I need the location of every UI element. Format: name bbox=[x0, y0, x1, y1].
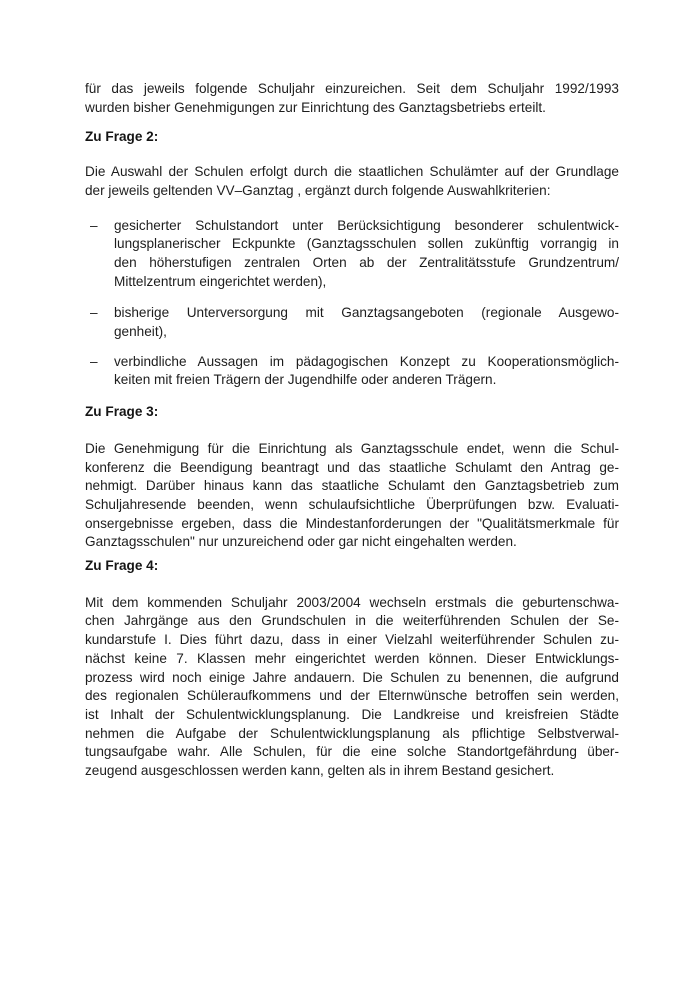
dash-bullet-icon: – bbox=[90, 217, 98, 233]
text-line: ist Inhalt der Schulentwicklungsplanung. Die Landkreise und kreisfreien Städte bbox=[85, 706, 619, 722]
text-line: wurden bisher Genehmigungen zur Einrichtung des Ganztagsbetriebs erteilt. bbox=[85, 99, 546, 115]
list-item-text bbox=[114, 217, 619, 292]
text-line: chen Jahrgänge aus den Grundschulen in die weiterführenden Schulen der Se- bbox=[85, 613, 619, 629]
text-line: bisherige Unterversorgung mit Ganztagsangeboten (regionale Ausgewo- bbox=[114, 305, 619, 321]
paragraph bbox=[85, 594, 619, 781]
text-line: verbindliche Aussagen im pädagogischen Konzept zu Kooperationsmöglich- bbox=[114, 353, 619, 369]
text-line: der jeweils geltenden VV–Ganztag , ergänzt durch folgende Auswahlkriterien: bbox=[85, 182, 551, 198]
text-line: zeugend ausgeschlossen werden kann, gelten als in ihrem Bestand gesichert. bbox=[85, 763, 555, 779]
list-item-text bbox=[114, 353, 619, 390]
text-line: Ganztagsschulen" nur unzureichend oder gar nicht eingehalten werden. bbox=[85, 534, 517, 550]
text-line: den höherstufigen zentralen Orten ab der Zentralitätsstufe Grundzentrum/ bbox=[114, 254, 619, 270]
text-line: Die Genehmigung für die Einrichtung als Ganztagsschule endet, wenn die Schul- bbox=[85, 440, 619, 456]
text-line: kundarstufe I. Dies führt dazu, dass in einer Vielzahl weiterführender Schulen zu- bbox=[85, 632, 619, 648]
paragraph bbox=[85, 163, 619, 200]
section-heading: Zu Frage 4: bbox=[85, 558, 159, 574]
text-line: prozess wird noch einige Jahre andauern. Die Schulen zu benennen, die aufgrund bbox=[85, 669, 619, 685]
list-item-text bbox=[114, 304, 619, 341]
text-line: genheit), bbox=[114, 324, 167, 340]
dash-bullet-icon: – bbox=[90, 353, 98, 369]
text-line: onsergebnisse ergeben, dass die Mindestanforderungen der "Qualitätsmerkmale für bbox=[85, 515, 619, 531]
text-line: konferenz die Beendigung beantragt und das staatliche Schulamt den Antrag ge- bbox=[85, 459, 619, 475]
document-content bbox=[85, 80, 619, 781]
dash-bullet-icon: – bbox=[90, 305, 98, 321]
section-heading: Zu Frage 3: bbox=[85, 404, 159, 420]
text-line: des regionalen Schüleraufkommens und der Elternwünsche betroffen sein werden, bbox=[85, 688, 619, 704]
text-line: Die Auswahl der Schulen erfolgt durch die staatlichen Schulämter auf der Grundlage bbox=[85, 164, 619, 180]
text-line: gesicherter Schulstandort unter Berücksichtigung besonderer schulentwick- bbox=[114, 217, 619, 233]
text-line: tungsaufgabe wahr. Alle Schulen, für die eine solche Standortgefährdung über- bbox=[85, 744, 619, 760]
text-line: keiten mit freien Trägern der Jugendhilfe oder anderen Trägern. bbox=[114, 372, 497, 388]
paragraph bbox=[85, 80, 619, 117]
text-line: für das jeweils folgende Schuljahr einzureichen. Seit dem Schuljahr 1992/1993 bbox=[85, 81, 619, 96]
text-line: Mittelzentrum eingerichtet werden), bbox=[114, 273, 327, 289]
text-line: lungsplanerischer Eckpunkte (Ganztagsschulen sollen zukünftig vorrangig in bbox=[114, 236, 619, 252]
text-line: Mit dem kommenden Schuljahr 2003/2004 wechseln erstmals die geburtenschwa- bbox=[85, 594, 619, 610]
list-item bbox=[85, 304, 619, 341]
list-item bbox=[85, 217, 619, 292]
text-line: nächst keine 7. Klassen mehr eingerichtet werden können. Dieser Entwicklungs- bbox=[85, 650, 619, 666]
text-line: nehmen die Aufgabe der Schulentwicklungsplanung als pflichtige Selbstverwal- bbox=[85, 725, 619, 741]
text-line: nehmigt. Darüber hinaus kann das staatliche Schulamt den Ganztagsbetrieb zum bbox=[85, 478, 619, 494]
list-item bbox=[85, 353, 619, 390]
paragraph bbox=[85, 440, 619, 552]
section-heading: Zu Frage 2: bbox=[85, 129, 159, 145]
text-line: Schuljahresende beenden, wenn schulaufsichtliche Überprüfungen bzw. Evaluati- bbox=[85, 496, 619, 512]
